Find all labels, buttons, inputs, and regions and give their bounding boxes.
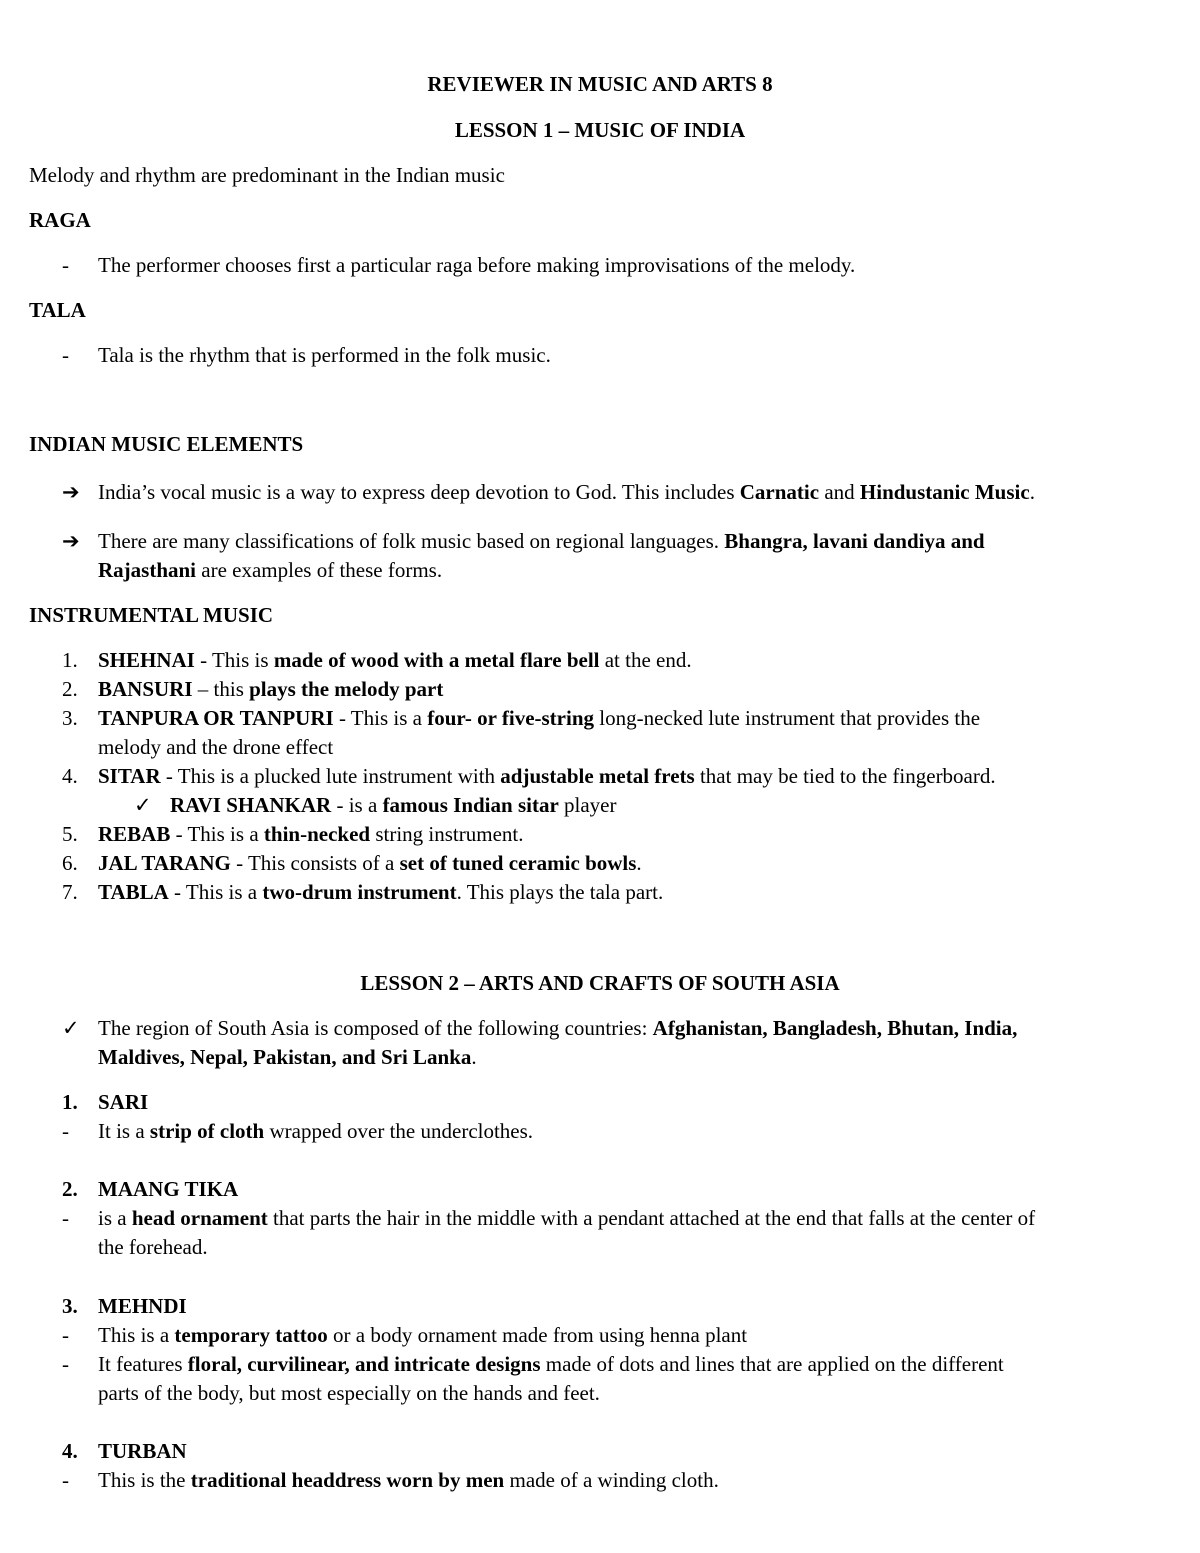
lesson2-heading: LESSON 2 – ARTS AND CRAFTS OF SOUTH ASIA [360,971,840,995]
element-text: . [1029,480,1035,504]
mehndi-title: MEHNDI [98,1294,187,1318]
mehndi-text-2 [98,1350,1004,1379]
instrument-name: REBAB [98,822,171,846]
instrument-name: TABLA [98,880,169,904]
raga-heading: RAGA [29,208,91,232]
instrument-text: - This consists of a [230,851,400,875]
instrument-text: - is a [331,793,383,817]
section-bold: temporary tattoo [174,1323,328,1347]
region-plain: . [471,1045,477,1069]
raga-text: The performer chooses first a particular raga before making improvisations of the melody. [98,253,856,277]
region-bold: Afghanistan, Bangladesh, Bhutan, India, [652,1016,1018,1040]
instrument-bold: made of wood with a metal flare bell [273,648,600,672]
instrument-text: . This plays the tala part. [456,880,664,904]
instrument-shehnai [98,646,692,675]
instrumental-heading: INSTRUMENTAL MUSIC [29,603,274,627]
region-text-cont [98,1043,477,1072]
region-bold: Maldives, Nepal, Pakistan, and Sri Lanka [98,1045,472,1069]
element-bold: Bhangra, lavani dandiya and [724,529,985,553]
instrument-bold: plays the melody part [249,677,444,701]
document-title: REVIEWER IN MUSIC AND ARTS 8 [427,72,773,96]
dash-marker: - [62,343,69,367]
instrument-bold: four- or five-string [427,706,595,730]
section-number: 1. [62,1090,78,1114]
list-number: 2. [62,677,78,701]
section-text: It is a [98,1119,150,1143]
element-text: are examples of these forms. [196,558,443,582]
section-text: made of a winding cloth. [504,1468,719,1492]
maang-tika-text [98,1204,1035,1233]
dash-marker: - [62,1323,69,1347]
section-number: 3. [62,1294,78,1318]
section-text: made of dots and lines that are applied on the different [540,1352,1004,1376]
arrow-marker: ➔ [62,480,80,504]
element-text: India’s vocal music is a way to express deep devotion to God. This includes [98,480,740,504]
section-number: 4. [62,1439,78,1463]
section-bold: traditional headdress worn by men [190,1468,505,1492]
instrument-text: at the end. [599,648,692,672]
dash-marker: - [62,1119,69,1143]
section-bold: strip of cloth [149,1119,265,1143]
dash-marker: - [62,253,69,277]
list-number: 1. [62,648,78,672]
element-item-1 [98,478,1035,507]
list-number: 4. [62,764,78,788]
instrument-text: long-necked lute instrument that provides the [594,706,981,730]
instrument-tabla [98,878,663,907]
instrument-rebab [98,820,524,849]
lesson1-intro: Melody and rhythm are predominant in the Indian music [29,163,505,187]
list-number: 5. [62,822,78,846]
instrument-text: – this [192,677,250,701]
instrument-name: TANPURA OR TANPURI [98,706,334,730]
instrument-bansuri [98,675,443,704]
dash-marker: - [62,1352,69,1376]
turban-text [98,1466,719,1495]
instrument-text: - This is [194,648,274,672]
check-icon: ✓ [62,1016,80,1040]
lesson1-heading: LESSON 1 – MUSIC OF INDIA [454,118,746,142]
instrument-name: SHEHNAI [98,648,195,672]
element-item-2-cont [98,556,442,585]
player-name: RAVI SHANKAR [170,793,332,817]
section-bold: head ornament [131,1206,268,1230]
elements-heading: INDIAN MUSIC ELEMENTS [29,432,304,456]
section-text: or a body ornament made from using henna plant [327,1323,748,1347]
instrument-text: string instrument. [370,822,524,846]
section-text: wrapped over the underclothes. [264,1119,534,1143]
instrument-text: - This is a [168,880,263,904]
section-bold: floral, curvilinear, and intricate designs [187,1352,541,1376]
section-text: It features [98,1352,188,1376]
instrument-name: JAL TARANG [98,851,231,875]
instrument-name: BANSURI [98,677,193,701]
instrument-bold: famous Indian sitar [382,793,559,817]
list-number: 6. [62,851,78,875]
element-item-2 [98,527,985,556]
turban-title: TURBAN [98,1439,187,1463]
instrument-tanpura-cont: melody and the drone effect [98,735,334,759]
instrument-bold: two-drum instrument [262,880,457,904]
instrument-name: SITAR [98,764,161,788]
section-text: that parts the hair in the middle with a pendant attached at the end that falls at the center of [267,1206,1036,1230]
instrument-tanpura [98,704,980,733]
element-text: There are many classifications of folk music based on regional languages. [98,529,725,553]
element-text: and [819,480,860,504]
section-text: This is the [98,1468,191,1492]
instrument-text: . [636,851,642,875]
instrument-bold: set of tuned ceramic bowls [399,851,637,875]
maang-tika-title: MAANG TIKA [98,1177,239,1201]
element-bold: Carnatic [739,480,820,504]
section-number: 2. [62,1177,78,1201]
region-text [98,1014,1017,1043]
instrument-text: that may be tied to the fingerboard. [694,764,996,788]
sari-text [98,1117,533,1146]
instrument-bold: adjustable metal frets [500,764,695,788]
tala-heading: TALA [29,298,86,322]
check-icon: ✓ [134,793,152,817]
list-number: 3. [62,706,78,730]
arrow-marker: ➔ [62,529,80,553]
maang-tika-text-cont: the forehead. [98,1235,208,1259]
instrument-sitar [98,762,996,791]
instrument-text: - This is a plucked lute instrument with [160,764,501,788]
mehndi-text-2-cont: parts of the body, but most especially on the hands and feet. [98,1381,600,1405]
element-bold: Hindustanic Music [859,480,1030,504]
instrument-text: - This is a [170,822,264,846]
instrument-text: player [558,793,617,817]
dash-marker: - [62,1468,69,1492]
section-text: is a [98,1206,132,1230]
instrument-jal-tarang [98,849,642,878]
section-text: This is a [98,1323,175,1347]
instrument-text: - This is a [333,706,428,730]
dash-marker: - [62,1206,69,1230]
element-bold: Rajasthani [98,558,197,582]
instrument-bold: thin-necked [263,822,371,846]
mehndi-text-1 [98,1321,747,1350]
sitar-player-note [170,791,617,820]
tala-text: Tala is the rhythm that is performed in the folk music. [98,343,551,367]
sari-title: SARI [98,1090,149,1114]
region-plain: The region of South Asia is composed of the following countries: [98,1016,653,1040]
list-number: 7. [62,880,78,904]
